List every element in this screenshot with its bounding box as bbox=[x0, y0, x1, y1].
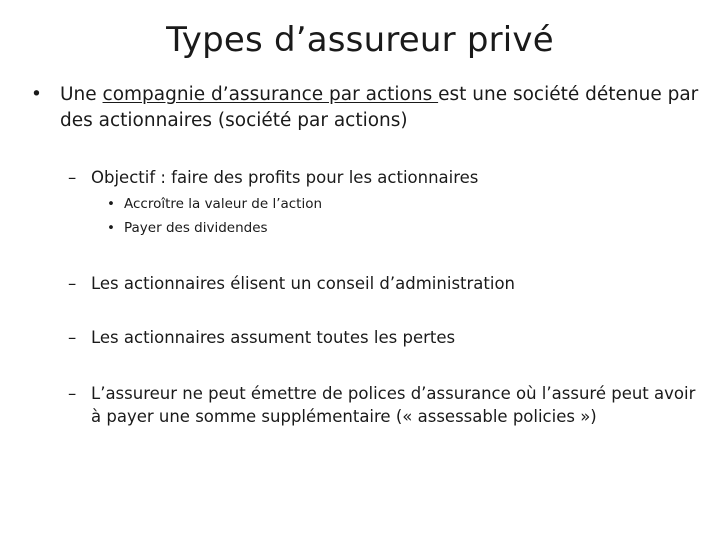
sub-item-objective: Objectif : faire des profits pour les actionnaires bbox=[91, 168, 479, 187]
sub-item-board: Les actionnaires élisent un conseil d’administration bbox=[91, 274, 516, 293]
bullet-marker: • bbox=[31, 84, 42, 105]
bullet-stock-company bbox=[60, 82, 700, 134]
bullet-marker: • bbox=[107, 196, 115, 212]
dash-marker: – bbox=[68, 384, 77, 403]
dash-marker: – bbox=[68, 274, 77, 293]
bullet-marker: • bbox=[107, 220, 115, 236]
sub-sub-item-share-value: Accroître la valeur de l’action bbox=[124, 196, 323, 212]
underlined-term: compagnie d’assurance par actions bbox=[102, 84, 439, 105]
dash-marker: – bbox=[68, 328, 77, 347]
bullet-text-post: est une société détenue par des actionnaires (société par actions) bbox=[60, 84, 699, 131]
sub-item-assessable-policies: L’assureur ne peut émettre de polices d’assurance où l’assuré peut avoir à payer une somme supplémentaire (« assessable policies ») bbox=[91, 384, 696, 426]
sub-item-losses: Les actionnaires assument toutes les pertes bbox=[91, 328, 456, 347]
slide-title: Types d’assureur privé bbox=[166, 20, 554, 60]
bullet-text-pre: Une bbox=[60, 84, 103, 105]
sub-sub-item-dividends: Payer des dividendes bbox=[124, 220, 268, 236]
dash-marker: – bbox=[68, 168, 77, 187]
